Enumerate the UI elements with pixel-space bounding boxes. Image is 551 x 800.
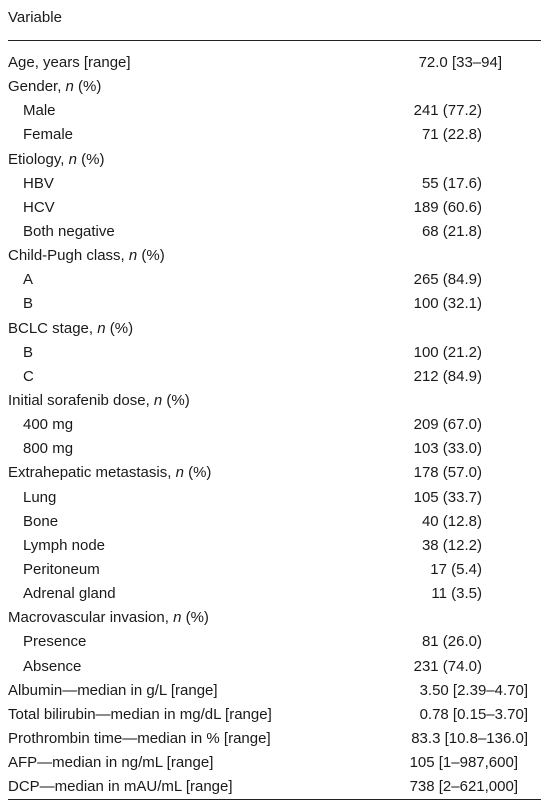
- table-row: [8, 148, 541, 172]
- row-label-text: Presence: [23, 633, 87, 651]
- row-label: [23, 437, 73, 461]
- row-value: 40 (12.8): [421, 512, 482, 530]
- row-label: [8, 703, 272, 727]
- row-label: [8, 244, 165, 268]
- table-row: [8, 75, 541, 99]
- row-label-text: Child-Pugh class,: [8, 247, 129, 265]
- row-label-suffix: (%): [183, 464, 212, 482]
- table-row: [8, 534, 541, 558]
- row-value: 265 (84.9): [413, 271, 482, 289]
- row-label-suffix: (%): [181, 609, 209, 627]
- row-label-suffix: (%): [76, 150, 105, 168]
- row-value: 55 (17.6): [421, 174, 482, 192]
- row-value: 105 (33.7): [413, 488, 482, 506]
- row-label-text: Peritoneum: [23, 560, 100, 578]
- row-label-text: C: [23, 367, 34, 385]
- row-label-suffix: (%): [162, 391, 190, 409]
- row-label-text: Age, years [range]: [8, 54, 131, 71]
- table-row: [8, 703, 541, 727]
- row-value: 241 (77.2): [413, 102, 482, 120]
- row-label: [23, 582, 116, 606]
- table-row: [8, 655, 541, 679]
- row-label-n: n: [173, 609, 182, 627]
- table-row: [8, 582, 541, 606]
- row-label-text: Initial sorafenib dose,: [8, 391, 154, 409]
- row-label-n: n: [97, 319, 106, 337]
- row-label: [8, 679, 218, 703]
- row-label: [23, 510, 58, 534]
- row-label-text: Etiology,: [8, 150, 69, 168]
- row-label: [23, 172, 54, 196]
- row-value: 178 (57.0): [413, 464, 482, 482]
- row-label-text: B: [23, 295, 34, 313]
- table-row: [8, 172, 541, 196]
- row-label-text: Gender,: [8, 78, 66, 96]
- row-label-text: DCP—median in mAU/mL [range]: [8, 778, 233, 796]
- table-row: [8, 389, 541, 413]
- row-label-text: Lymph node: [23, 536, 106, 554]
- row-label-text: Prothrombin time—median in % [range]: [8, 729, 271, 747]
- row-value: 3.50 [2.39–4.70]: [419, 681, 528, 699]
- row-label: [23, 220, 115, 244]
- row-label: [8, 51, 131, 75]
- row-label-text: Male: [23, 102, 56, 120]
- row-label-text: Bone: [23, 512, 59, 530]
- row-label-text: Albumin—median in g/L [range]: [8, 681, 218, 699]
- row-value: 103 (33.0): [413, 440, 482, 458]
- table-row: [8, 679, 541, 703]
- row-label-text: Both negative: [23, 222, 115, 240]
- row-label-n: n: [68, 150, 77, 168]
- row-value: 231 (74.0): [413, 657, 482, 675]
- row-label: [8, 751, 213, 775]
- row-label-suffix: (%): [105, 319, 134, 337]
- table-row: [8, 630, 541, 654]
- row-label-text: Female: [23, 126, 74, 144]
- row-label: [23, 558, 100, 582]
- row-label: [23, 268, 33, 292]
- row-value: 212 (84.9): [413, 367, 482, 385]
- table-row: [8, 461, 541, 485]
- row-label-text: Macrovascular invasion,: [8, 609, 174, 627]
- row-label-suffix: (%): [73, 78, 102, 96]
- row-value: 38 (12.2): [421, 536, 482, 554]
- row-label-text: Lung: [23, 488, 57, 506]
- row-label-n: n: [128, 247, 138, 265]
- row-label: [8, 75, 101, 99]
- row-label: [23, 486, 56, 510]
- table-row: [8, 268, 541, 292]
- row-label: [23, 655, 81, 679]
- row-label-suffix: (%): [137, 247, 165, 265]
- row-value: 100 (32.1): [413, 295, 482, 313]
- table-row: [8, 606, 541, 630]
- row-label-text: 400 mg: [23, 416, 74, 434]
- row-label: [8, 461, 211, 485]
- row-value: 68 (21.8): [421, 222, 482, 240]
- row-label-text: HCV: [23, 198, 55, 216]
- row-value: 738 [2–621,000]: [409, 778, 518, 796]
- row-value: 209 (67.0): [413, 416, 482, 434]
- row-label-text: A: [23, 271, 34, 289]
- table-row: [8, 558, 541, 582]
- row-label: [8, 389, 190, 413]
- row-label: [8, 148, 104, 172]
- table-row: [8, 751, 541, 775]
- row-value: 0.78 [0.15–3.70]: [419, 705, 528, 723]
- row-label: [8, 317, 133, 341]
- table-row: [8, 244, 541, 268]
- table-row: [8, 317, 541, 341]
- column-header-variable: Variable: [8, 9, 62, 26]
- row-label: [23, 630, 86, 654]
- row-label: [8, 727, 271, 751]
- row-label: [23, 365, 34, 389]
- row-value: 81 (26.0): [421, 633, 482, 651]
- table-row: [8, 196, 541, 220]
- table-row: [8, 413, 541, 437]
- table-row: [8, 99, 541, 123]
- row-label-text: AFP—median in ng/mL [range]: [8, 754, 214, 772]
- row-label-n: n: [153, 391, 163, 409]
- table-row: [8, 365, 541, 389]
- table-row: [8, 123, 541, 147]
- row-value: 17 (5.4): [430, 560, 482, 578]
- table-row: [8, 341, 541, 365]
- row-label-text: 800 mg: [23, 440, 74, 458]
- row-value: 71 (22.8): [421, 126, 482, 144]
- row-label-text: HBV: [23, 174, 54, 192]
- row-label-n: n: [65, 78, 74, 96]
- row-value: 72.0 [33–94]: [418, 54, 502, 71]
- row-value: 105 [1–987,600]: [409, 754, 518, 772]
- row-label: [23, 99, 56, 123]
- row-label: [23, 292, 33, 316]
- row-label-text: Total bilirubin—median in mg/dL [range]: [8, 705, 272, 723]
- row-label-text: Extrahepatic metastasis,: [8, 464, 176, 482]
- table-row: [8, 51, 541, 75]
- row-label-text: Absence: [23, 657, 82, 675]
- table-body: [8, 41, 541, 800]
- row-label: [23, 123, 73, 147]
- row-value: 83.3 [10.8–136.0]: [411, 729, 528, 747]
- table-row: [8, 437, 541, 461]
- row-value: 11 (3.5): [431, 585, 482, 603]
- table-row: [8, 292, 541, 316]
- row-label-text: Adrenal gland: [23, 585, 116, 603]
- table-row: [8, 220, 541, 244]
- table-row: [8, 727, 541, 751]
- row-label-n: n: [175, 464, 184, 482]
- table-row: [8, 486, 541, 510]
- table-row: [8, 775, 541, 799]
- row-label: [8, 775, 233, 799]
- row-label: [8, 606, 209, 630]
- row-label: [23, 196, 55, 220]
- row-value: 189 (60.6): [413, 198, 482, 216]
- row-label: [23, 413, 73, 437]
- row-value: 100 (21.2): [413, 343, 482, 361]
- row-label-text: BCLC stage,: [8, 319, 98, 337]
- row-label-text: B: [23, 343, 34, 361]
- row-label: [23, 534, 105, 558]
- characteristics-table: [8, 0, 541, 800]
- row-label: [23, 341, 33, 365]
- table-header: [8, 0, 541, 41]
- table-row: [8, 510, 541, 534]
